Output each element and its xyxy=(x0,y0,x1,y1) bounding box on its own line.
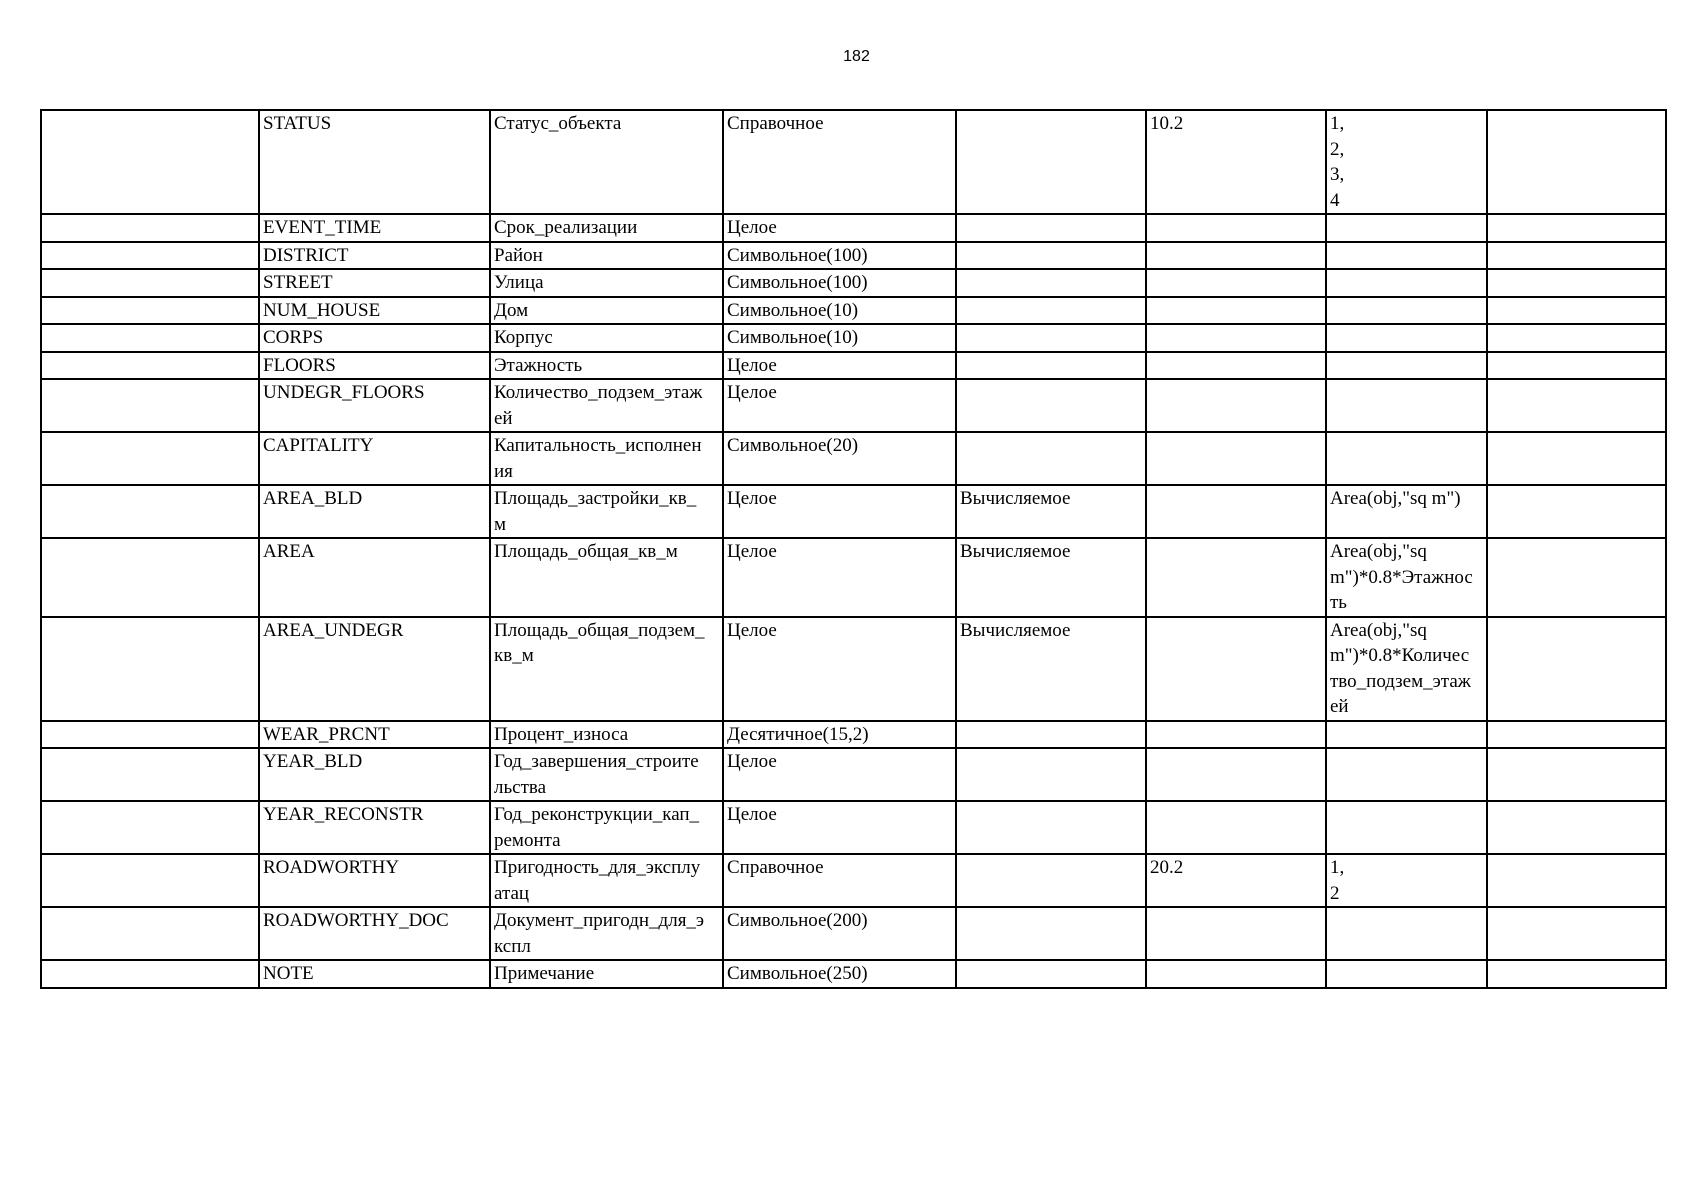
field-name-cell: Процент_износа xyxy=(490,721,723,749)
index-cell xyxy=(41,960,259,988)
table-row xyxy=(41,352,1666,380)
table-body xyxy=(41,110,1666,988)
field-code-cell: CAPITALITY xyxy=(259,432,490,485)
field-type-cell: Целое xyxy=(723,617,956,721)
values-cell: 1, 2 xyxy=(1326,854,1487,907)
field-name-cell: Район xyxy=(490,242,723,270)
table-row xyxy=(41,485,1666,538)
field-name-cell: Примечание xyxy=(490,960,723,988)
table-row xyxy=(41,907,1666,960)
table-row xyxy=(41,214,1666,242)
field-type-cell: Символьное(100) xyxy=(723,269,956,297)
calc-cell xyxy=(956,242,1146,270)
values-cell xyxy=(1326,214,1487,242)
note-cell xyxy=(1487,748,1666,801)
values-cell xyxy=(1326,432,1487,485)
field-type-cell: Символьное(100) xyxy=(723,242,956,270)
index-cell xyxy=(41,297,259,325)
field-name-cell: Количество_подзем_этаж ей xyxy=(490,379,723,432)
reference-cell xyxy=(1146,242,1326,270)
field-type-cell: Символьное(200) xyxy=(723,907,956,960)
values-cell xyxy=(1326,324,1487,352)
field-code-cell: AREA xyxy=(259,538,490,617)
field-type-cell: Целое xyxy=(723,352,956,380)
table-row xyxy=(41,379,1666,432)
note-cell xyxy=(1487,214,1666,242)
field-name-cell: Капитальность_исполнен ия xyxy=(490,432,723,485)
field-code-cell: NUM_HOUSE xyxy=(259,297,490,325)
calc-cell xyxy=(956,432,1146,485)
field-code-cell: YEAR_RECONSTR xyxy=(259,801,490,854)
reference-cell xyxy=(1146,297,1326,325)
reference-cell xyxy=(1146,214,1326,242)
index-cell xyxy=(41,617,259,721)
field-code-cell: NOTE xyxy=(259,960,490,988)
table-row xyxy=(41,801,1666,854)
reference-cell xyxy=(1146,324,1326,352)
values-cell xyxy=(1326,801,1487,854)
calc-cell xyxy=(956,748,1146,801)
field-code-cell: STATUS xyxy=(259,110,490,214)
field-type-cell: Символьное(10) xyxy=(723,297,956,325)
index-cell xyxy=(41,854,259,907)
index-cell xyxy=(41,242,259,270)
field-name-cell: Площадь_общая_кв_м xyxy=(490,538,723,617)
reference-cell xyxy=(1146,269,1326,297)
field-name-cell: Дом xyxy=(490,297,723,325)
reference-cell xyxy=(1146,352,1326,380)
field-name-cell: Пригодность_для_эксплу атац xyxy=(490,854,723,907)
field-name-cell: Статус_объекта xyxy=(490,110,723,214)
reference-cell xyxy=(1146,485,1326,538)
reference-cell xyxy=(1146,432,1326,485)
field-type-cell: Целое xyxy=(723,538,956,617)
calc-cell xyxy=(956,110,1146,214)
values-cell xyxy=(1326,379,1487,432)
calc-cell xyxy=(956,854,1146,907)
index-cell xyxy=(41,379,259,432)
index-cell xyxy=(41,801,259,854)
note-cell xyxy=(1487,538,1666,617)
note-cell xyxy=(1487,485,1666,538)
index-cell xyxy=(41,269,259,297)
values-cell xyxy=(1326,269,1487,297)
reference-cell: 20.2 xyxy=(1146,854,1326,907)
values-cell xyxy=(1326,297,1487,325)
table-row xyxy=(41,432,1666,485)
field-code-cell: AREA_UNDEGR xyxy=(259,617,490,721)
values-cell: 1, 2, 3, 4 xyxy=(1326,110,1487,214)
field-code-cell: DISTRICT xyxy=(259,242,490,270)
reference-cell xyxy=(1146,748,1326,801)
calc-cell xyxy=(956,297,1146,325)
note-cell xyxy=(1487,297,1666,325)
reference-cell xyxy=(1146,960,1326,988)
field-code-cell: AREA_BLD xyxy=(259,485,490,538)
index-cell xyxy=(41,214,259,242)
field-name-cell: Документ_пригодн_для_э кспл xyxy=(490,907,723,960)
field-code-cell: WEAR_PRCNT xyxy=(259,721,490,749)
note-cell xyxy=(1487,960,1666,988)
attribute-table xyxy=(40,109,1667,989)
values-cell xyxy=(1326,907,1487,960)
values-cell xyxy=(1326,352,1487,380)
field-name-cell: Площадь_общая_подзем_ кв_м xyxy=(490,617,723,721)
table-row xyxy=(41,748,1666,801)
values-cell xyxy=(1326,242,1487,270)
calc-cell xyxy=(956,379,1146,432)
field-type-cell: Справочное xyxy=(723,854,956,907)
field-code-cell: CORPS xyxy=(259,324,490,352)
field-type-cell: Целое xyxy=(723,214,956,242)
table-row xyxy=(41,110,1666,214)
table-row xyxy=(41,617,1666,721)
calc-cell: Вычисляемое xyxy=(956,617,1146,721)
field-name-cell: Корпус xyxy=(490,324,723,352)
field-type-cell: Целое xyxy=(723,485,956,538)
table-row xyxy=(41,721,1666,749)
calc-cell xyxy=(956,801,1146,854)
field-code-cell: FLOORS xyxy=(259,352,490,380)
values-cell xyxy=(1326,721,1487,749)
field-code-cell: STREET xyxy=(259,269,490,297)
index-cell xyxy=(41,485,259,538)
field-name-cell: Этажность xyxy=(490,352,723,380)
table-row xyxy=(41,538,1666,617)
calc-cell xyxy=(956,960,1146,988)
field-code-cell: YEAR_BLD xyxy=(259,748,490,801)
calc-cell xyxy=(956,214,1146,242)
calc-cell xyxy=(956,352,1146,380)
field-type-cell: Целое xyxy=(723,748,956,801)
values-cell xyxy=(1326,748,1487,801)
calc-cell: Вычисляемое xyxy=(956,538,1146,617)
calc-cell xyxy=(956,907,1146,960)
reference-cell: 10.2 xyxy=(1146,110,1326,214)
index-cell xyxy=(41,324,259,352)
field-type-cell: Символьное(20) xyxy=(723,432,956,485)
field-type-cell: Целое xyxy=(723,801,956,854)
note-cell xyxy=(1487,242,1666,270)
values-cell: Area(obj,"sq m")*0.8*Этажнос ть xyxy=(1326,538,1487,617)
note-cell xyxy=(1487,801,1666,854)
note-cell xyxy=(1487,352,1666,380)
field-type-cell: Символьное(250) xyxy=(723,960,956,988)
reference-cell xyxy=(1146,538,1326,617)
field-code-cell: ROADWORTHY xyxy=(259,854,490,907)
table-row xyxy=(41,297,1666,325)
table-row xyxy=(41,242,1666,270)
note-cell xyxy=(1487,907,1666,960)
reference-cell xyxy=(1146,907,1326,960)
field-code-cell: UNDEGR_FLOORS xyxy=(259,379,490,432)
note-cell xyxy=(1487,379,1666,432)
note-cell xyxy=(1487,432,1666,485)
table-row xyxy=(41,854,1666,907)
field-code-cell: ROADWORTHY_DOC xyxy=(259,907,490,960)
field-name-cell: Год_реконструкции_кап_ ремонта xyxy=(490,801,723,854)
table-row xyxy=(41,324,1666,352)
note-cell xyxy=(1487,324,1666,352)
index-cell xyxy=(41,748,259,801)
index-cell xyxy=(41,721,259,749)
values-cell: Area(obj,"sq m") xyxy=(1326,485,1487,538)
calc-cell: Вычисляемое xyxy=(956,485,1146,538)
page-number: 182 xyxy=(843,48,870,65)
field-name-cell: Площадь_застройки_кв_ м xyxy=(490,485,723,538)
index-cell xyxy=(41,352,259,380)
table-row xyxy=(41,269,1666,297)
reference-cell xyxy=(1146,617,1326,721)
index-cell xyxy=(41,538,259,617)
values-cell: Area(obj,"sq m")*0.8*Количес тво_подзем_этаж ей xyxy=(1326,617,1487,721)
reference-cell xyxy=(1146,801,1326,854)
table-row xyxy=(41,960,1666,988)
index-cell xyxy=(41,907,259,960)
field-name-cell: Улица xyxy=(490,269,723,297)
calc-cell xyxy=(956,324,1146,352)
calc-cell xyxy=(956,269,1146,297)
field-type-cell: Справочное xyxy=(723,110,956,214)
note-cell xyxy=(1487,617,1666,721)
field-type-cell: Десятичное(15,2) xyxy=(723,721,956,749)
note-cell xyxy=(1487,269,1666,297)
note-cell xyxy=(1487,854,1666,907)
field-type-cell: Целое xyxy=(723,379,956,432)
field-name-cell: Год_завершения_строите льства xyxy=(490,748,723,801)
field-name-cell: Срок_реализации xyxy=(490,214,723,242)
values-cell xyxy=(1326,960,1487,988)
field-code-cell: EVENT_TIME xyxy=(259,214,490,242)
calc-cell xyxy=(956,721,1146,749)
reference-cell xyxy=(1146,721,1326,749)
index-cell xyxy=(41,110,259,214)
note-cell xyxy=(1487,721,1666,749)
note-cell xyxy=(1487,110,1666,214)
index-cell xyxy=(41,432,259,485)
reference-cell xyxy=(1146,379,1326,432)
field-type-cell: Символьное(10) xyxy=(723,324,956,352)
